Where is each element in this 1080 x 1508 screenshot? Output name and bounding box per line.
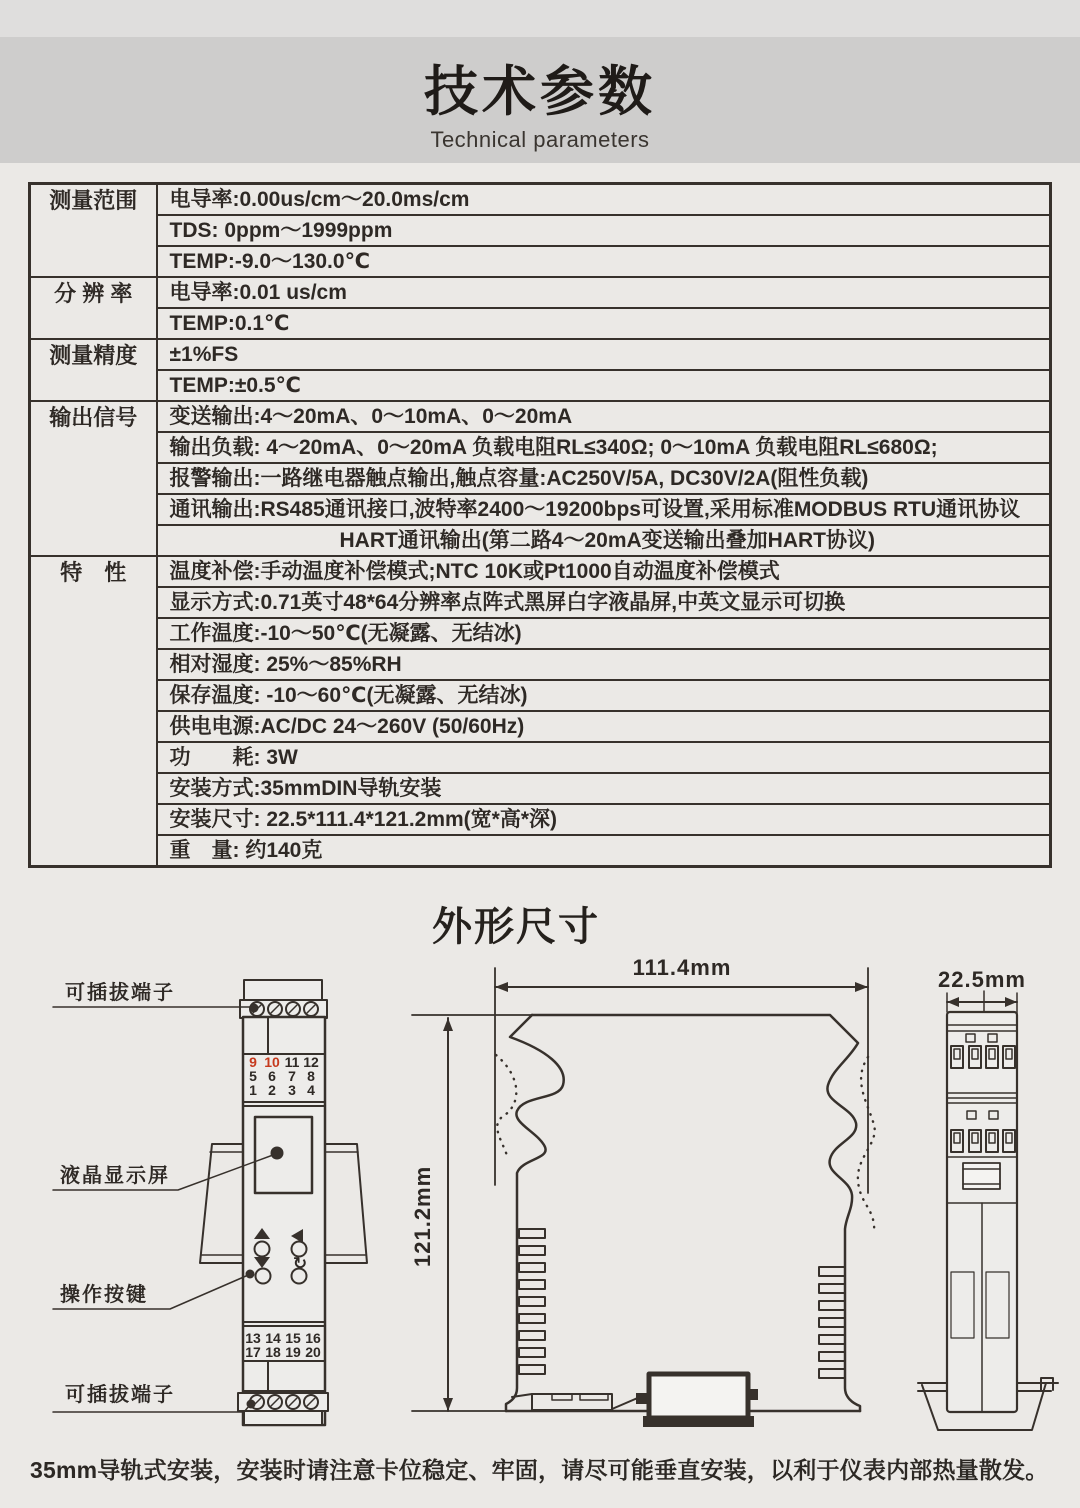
terminal-number: 8	[307, 1068, 315, 1084]
callout-dot	[271, 1147, 284, 1160]
power-adapter	[636, 1374, 758, 1427]
spec-value: TDS: 0ppm～1999ppm	[157, 215, 1051, 246]
terminal-number: 5	[249, 1068, 257, 1084]
terminal-number: 1	[249, 1082, 257, 1098]
spec-row	[30, 556, 1051, 587]
callout-dot	[250, 1004, 259, 1013]
terminal-number: 11	[284, 1054, 300, 1070]
spec-value: 相对湿度: 25%～85%RH	[157, 649, 1051, 680]
spec-value: 供电电源:AC/DC 24～260V (50/60Hz)	[157, 711, 1051, 742]
arrowhead	[947, 997, 959, 1007]
spec-row	[30, 308, 1051, 339]
terminal-number: 10	[264, 1054, 280, 1070]
dotted-contour	[496, 1055, 516, 1159]
terminal-number: 19	[285, 1344, 301, 1360]
spec-value: HART通讯输出(第二路4～20mA变送输出叠加HART协议)	[157, 525, 1051, 556]
spec-row	[30, 215, 1051, 246]
spec-value: 电导率:0.00us/cm～20.0ms/cm	[157, 184, 1051, 216]
callouts	[53, 980, 273, 1412]
spec-group-label: 分 辨 率	[30, 277, 157, 339]
terminal-number: 9	[249, 1054, 257, 1070]
callout-dot	[246, 1270, 255, 1279]
footer-note: 35mm导轨式安装，安装时请注意卡位稳定、牢固，请尽可能垂直安装，以利于仪表内部热量散发。	[30, 1457, 1049, 1483]
terminal-number: 4	[307, 1082, 315, 1098]
spec-row	[30, 587, 1051, 618]
depth-dimension-label: 22.5mm	[938, 967, 1026, 992]
arrowhead	[443, 1398, 453, 1411]
height-dimension-label: 121.2mm	[410, 1165, 435, 1267]
spec-row	[30, 401, 1051, 432]
terminal-number: 6	[268, 1068, 276, 1084]
spec-row	[30, 339, 1051, 370]
spec-value: 工作温度:-10～50℃(无凝露、无结冰)	[157, 618, 1051, 649]
terminal-number: 12	[303, 1054, 319, 1070]
spec-row	[30, 432, 1051, 463]
spec-row	[30, 835, 1051, 867]
width-dimension	[495, 955, 868, 1193]
terminal-number: 7	[288, 1068, 296, 1084]
din-clip	[512, 1394, 640, 1410]
terminal-number: 15	[285, 1330, 301, 1346]
spec-value: TEMP:-9.0～130.0℃	[157, 246, 1051, 277]
spec-row	[30, 246, 1051, 277]
spec-row	[30, 277, 1051, 308]
spec-table-body	[30, 184, 1051, 867]
spec-value: 功 耗: 3W	[157, 742, 1051, 773]
arrowhead	[1005, 997, 1017, 1007]
title-band	[0, 37, 1080, 163]
spec-row	[30, 370, 1051, 401]
height-dimension	[410, 1015, 565, 1411]
terminal-number: 16	[305, 1330, 321, 1346]
spec-row	[30, 618, 1051, 649]
spec-row	[30, 494, 1051, 525]
spec-group-label: 输出信号	[30, 401, 157, 556]
spec-value: 温度补偿:手动温度补偿模式;NTC 10K或Pt1000自动温度补偿模式	[157, 556, 1051, 587]
spec-value: 输出负载: 4～20mA、0～20mA 负载电阻RL≤340Ω; 0～10mA 负载电阻RL≤680Ω;	[157, 432, 1051, 463]
page-title: 技术参数	[424, 62, 656, 122]
spec-value: 通讯输出:RS485通讯接口,波特率2400～19200bps可设置,采用标准MODBUS RTU通讯协议	[157, 494, 1051, 525]
spec-row	[30, 680, 1051, 711]
spec-row	[30, 525, 1051, 556]
spec-value: TEMP:0.1℃	[157, 308, 1051, 339]
screw-terminal-bottom	[238, 1393, 328, 1425]
vent-slats-left	[519, 1229, 545, 1374]
spec-value: 安装尺寸: 22.5*111.4*121.2mm(宽*高*深)	[157, 804, 1051, 835]
spec-row	[30, 773, 1051, 804]
label-pluggable-terminal-top: 可插拔端子	[65, 982, 175, 1004]
end-view-drawing	[910, 945, 1080, 1445]
spec-group-label: 测量精度	[30, 339, 157, 401]
spec-value: 安装方式:35mmDIN导轨安装	[157, 773, 1051, 804]
spec-value: 报警输出:一路继电器触点输出,触点容量:AC250V/5A, DC30V/2A(阻性负载)	[157, 463, 1051, 494]
spec-value: 变送输出:4～20mA、0～10mA、0～20mA	[157, 401, 1051, 432]
module-front	[238, 980, 328, 1425]
spec-value: TEMP:±0.5℃	[157, 370, 1051, 401]
housing-profile	[496, 1015, 875, 1427]
clip-window	[963, 1163, 1000, 1189]
spec-value: 重 量: 约140克	[157, 835, 1051, 867]
spec-row	[30, 711, 1051, 742]
spec-group-label: 测量范围	[30, 184, 157, 278]
outline-title: 外形尺寸	[432, 905, 600, 949]
spec-row	[30, 463, 1051, 494]
side-view-drawing	[400, 945, 910, 1445]
dotted-contour	[858, 1057, 875, 1233]
spec-row	[30, 184, 1051, 216]
spec-table	[28, 182, 1052, 868]
spec-group-label: 特 性	[30, 556, 157, 867]
spec-value: ±1%FS	[157, 339, 1051, 370]
terminal-number: 3	[288, 1082, 296, 1098]
label-pluggable-terminal-bottom: 可插拔端子	[65, 1384, 175, 1406]
spec-value: 显示方式:0.71英寸48*64分辨率点阵式黑屏白字液晶屏,中英文显示可切换	[157, 587, 1051, 618]
terminal-number: 20	[305, 1344, 321, 1360]
terminal-number: 18	[265, 1344, 281, 1360]
module-end	[947, 1012, 1017, 1412]
spec-row	[30, 742, 1051, 773]
top-strip	[0, 0, 1080, 37]
terminal-number: 17	[245, 1344, 261, 1360]
label-lcd-screen: 液晶显示屏	[60, 1165, 170, 1187]
label-operation-buttons: 操作按键	[60, 1284, 148, 1306]
terminal-number: 14	[265, 1330, 281, 1346]
spec-value: 电导率:0.01 us/cm	[157, 277, 1051, 308]
front-view-drawing	[10, 955, 400, 1445]
arrowhead	[443, 1018, 453, 1031]
vent-slats-right	[819, 1267, 845, 1378]
terminal-number: 2	[268, 1082, 276, 1098]
arrowhead	[855, 982, 868, 992]
rotate-arrow-icon: ↻	[292, 1254, 308, 1273]
width-dimension-label: 111.4mm	[632, 955, 732, 980]
arrowhead	[495, 982, 508, 992]
leader-line	[53, 1406, 249, 1412]
page-subtitle: Technical parameters	[430, 127, 650, 152]
terminal-number: 13	[245, 1330, 261, 1346]
spec-row	[30, 649, 1051, 680]
spec-value: 保存温度: -10～60℃(无凝露、无结冰)	[157, 680, 1051, 711]
spec-row	[30, 804, 1051, 835]
